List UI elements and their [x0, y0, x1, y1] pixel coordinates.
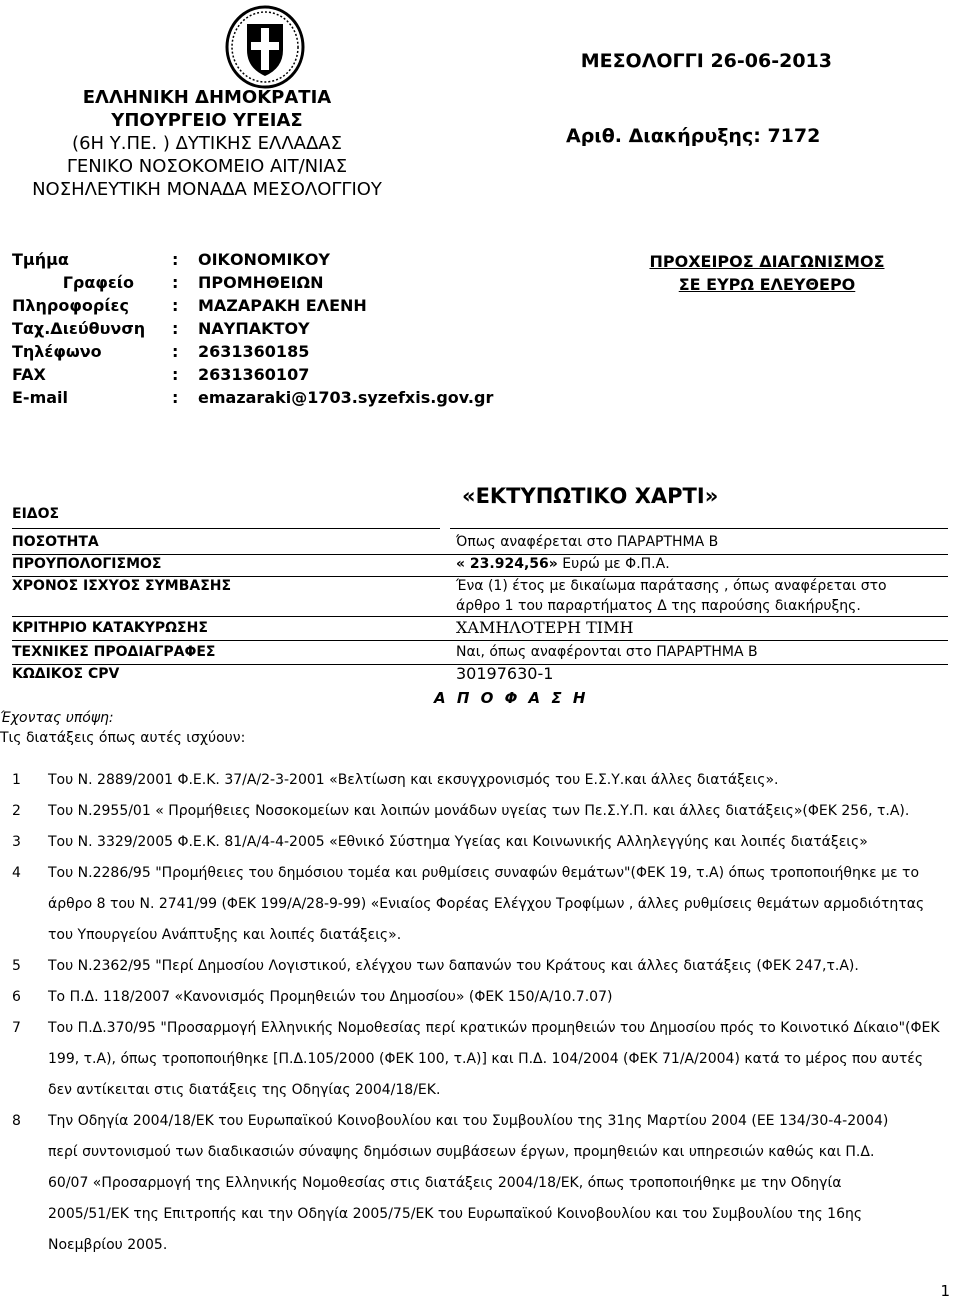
item-line: Νοεμβρίου 2005.	[48, 1237, 168, 1253]
item-line: άρθρο 8 του Ν. 2741/99 (ΦΕΚ 199/Α/28-9-99) «Ενιαίος Φορέας Ελέγχου Τροφίμων , άλλες ρυθμίσεις θεμάτων αρμοδιότητας	[48, 896, 925, 912]
dept-label: E-mail	[12, 388, 69, 407]
issuer-line: ΥΠΟΥΡΓΕΙΟ ΥΓΕΙΑΣ	[111, 110, 303, 131]
budget-value	[456, 556, 670, 572]
item-number: 7	[12, 1020, 21, 1036]
divider	[12, 616, 948, 617]
dept-label: Γραφείο	[62, 273, 134, 292]
issuer-line: ΝΟΣΗΛΕΥΤΙΚΗ ΜΟΝΑΔΑ ΜΕΣΟΛΟΓΓΙΟΥ	[32, 179, 382, 200]
divider	[12, 576, 948, 577]
budget-suffix: Ευρώ με Φ.Π.Α.	[557, 556, 670, 572]
dept-value: ΝΑΥΠΑΚΤΟΥ	[198, 319, 310, 338]
duration-line: Ένα (1) έτος με δικαίωμα παράτασης , όπως αναφέρεται στο	[456, 578, 887, 594]
dept-value: 2631360107	[198, 365, 310, 384]
techspec-label: ΤΕΧΝΙΚΕΣ ΠΡΟΔΙΑΓΡΑΦΕΣ	[12, 644, 216, 660]
item-line: Του Ν.2286/95 "Προμήθειες του δημόσιου τομέα και ρυθμίσεις συναφών θεμάτων"(ΦΕΚ 19, τ.Α) όπως τροποποιήθηκε με το	[48, 865, 920, 881]
dept-label: Τμήμα	[12, 250, 69, 269]
dept-value: ΜΑΖΑΡΑΚΗ ΕΛΕΝΗ	[198, 296, 367, 315]
email-link[interactable]: emazaraki@1703.syzefxis.gov.gr	[198, 388, 494, 407]
item-number: 8	[12, 1113, 21, 1129]
item-line: 2005/51/ΕΚ της Επιτροπής και την Οδηγία 2005/75/ΕΚ του Ευρωπαϊκού Κοινοβουλίου και του Συμβουλίου της 16ης	[48, 1206, 863, 1222]
decision-title: Α Π Ο Φ Α Σ Η	[434, 689, 589, 707]
item-line: Του Ν. 2889/2001 Φ.Ε.Κ. 37/Α/2-3-2001 «Βελτίωση και εκσυγχρονισμός του Ε.Σ.Υ.και άλλες διατάξεις».	[48, 772, 779, 788]
item-number: 6	[12, 989, 21, 1005]
issuer-line: ΓΕΝΙΚΟ ΝΟΣΟΚΟΜΕΙΟ ΑΙΤ/ΝΙΑΣ	[66, 156, 348, 177]
duration-line: άρθρο 1 του παραρτήματος Δ της παρούσης διακήρυξης.	[456, 598, 861, 614]
dept-colon: :	[172, 273, 179, 292]
dept-value: 2631360185	[198, 342, 310, 361]
budget-amount: « 23.924,56»	[456, 556, 558, 572]
dept-colon: :	[172, 296, 179, 315]
budget-label: ΠΡΟΥΠΟΛΟΓΙΣΜΟΣ	[12, 556, 162, 572]
item-number: 2	[12, 803, 21, 819]
dept-colon: :	[172, 250, 179, 269]
divider	[12, 554, 948, 555]
item-line: Του Ν.2362/95 "Περί Δημοσίου Λογιστικού, ελέγχου των δαπανών του Κράτους και άλλες διατάξεις (ΦΕΚ 247,τ.Α).	[48, 958, 859, 974]
item-number: 5	[12, 958, 21, 974]
techspec-value: Ναι, όπως αναφέρονται στο ΠΑΡΑΡΤΗΜΑ Β	[456, 644, 758, 660]
item-line: Το Π.Δ. 118/2007 «Κανονισμός Προμηθειών του Δημοσίου» (ΦΕΚ 150/Α/10.7.07)	[48, 989, 613, 1005]
item-number: 4	[12, 865, 21, 881]
dept-colon: :	[172, 342, 179, 361]
issuer-block	[12, 86, 402, 201]
item-line: του Υπουργείου Ανάπτυξης και λοιπές διατάξεις».	[48, 927, 402, 943]
item-line: Την Οδηγία 2004/18/ΕΚ του Ευρωπαϊκού Κοινοβουλίου και του Συμβουλίου της 31ης Μαρτίου 2004 (ΕΕ 134/30-4-2004)	[48, 1113, 889, 1129]
item-line: Του Π.Δ.370/95 "Προσαρμογή Ελληνικής Νομοθεσίας περί κρατικών προμηθειών του Δημοσίου πρός το Κοινοτικό Δίκαιο"(ΦΕΚ	[48, 1020, 940, 1036]
kind-label: ΕΙΔΟΣ	[12, 506, 60, 522]
quantity-value: Όπως αναφέρεται στο ΠΑΡΑΡΤΗΜΑ Β	[456, 534, 719, 550]
item-line: Του Ν.2955/01 « Προμήθειες Νοσοκομείων και λοιπών μονάδων υγείας των Πε.Σ.Υ.Π. και άλλες διατάξεις»(ΦΕΚ 256, τ.Α).	[48, 803, 910, 819]
criterion-label: ΚΡΙΤΗΡΙΟ ΚΑΤΑΚΥΡΩΣΗΣ	[12, 620, 208, 636]
dept-label: FAX	[12, 365, 46, 384]
item-line: περί συντονισμού των διαδικασιών σύναψης δημόσιων συμβάσεων έργων, προμηθειών και υπηρεσιών καθώς και Π.Δ.	[48, 1144, 875, 1160]
procedure-line: ΣΕ ΕΥΡΩ ΕΛΕΥΘΕΡΟ	[678, 275, 856, 294]
criterion-value: ΧΑΜΗΛΟΤΕΡΗ ΤΙΜΗ	[456, 618, 634, 637]
procedure-type	[636, 250, 898, 296]
page-number: 1	[940, 1282, 950, 1300]
city-date: ΜΕΣΟΛΟΓΓΙ 26-06-2013	[580, 50, 832, 72]
item-number: 1	[12, 772, 21, 788]
dept-value: ΟΙΚΟΝΟΜΙΚΟΥ	[198, 250, 331, 269]
divider	[450, 528, 948, 529]
declaration-number: Αριθ. Διακήρυξης: 7172	[566, 125, 821, 147]
dept-value: ΠΡΟΜΗΘΕΙΩΝ	[198, 273, 324, 292]
dept-colon: :	[172, 365, 179, 384]
divider	[12, 528, 440, 529]
provisions-label: Τις διατάξεις όπως αυτές ισχύουν:	[0, 730, 246, 746]
dept-colon: :	[172, 388, 179, 407]
item-title: «ΕΚΤΥΠΩΤΙΚΟ ΧΑΡΤΙ»	[462, 484, 719, 508]
greek-state-emblem-icon	[224, 4, 306, 90]
quantity-label: ΠΟΣΟΤΗΤΑ	[12, 534, 99, 550]
considering-label: Έχοντας υπόψη:	[0, 710, 114, 726]
item-line: Του Ν. 3329/2005 Φ.Ε.Κ. 81/Α/4-4-2005 «Εθνικό Σύστημα Υγείας και Κοινωνικής Αλληλεγγύης και λοιπές διατάξεις»	[48, 834, 868, 850]
duration-label: ΧΡΟΝΟΣ ΙΣΧΥΟΣ ΣΥΜΒΑΣΗΣ	[12, 578, 232, 594]
issuer-line: (6Η Υ.ΠΕ. ) ΔΥΤΙΚΗΣ ΕΛΛΑΔΑΣ	[72, 133, 342, 154]
dept-label: Ταχ.Διεύθυνση	[12, 319, 146, 338]
item-number: 3	[12, 834, 21, 850]
issuer-line: ΕΛΛΗΝΙΚΗ ΔΗΜΟΚΡΑΤΙΑ	[82, 87, 332, 108]
dept-label: Τηλέφωνο	[12, 342, 102, 361]
item-line: δεν αντίκειται στις διατάξεις της Οδηγίας 2004/18/ΕΚ.	[48, 1082, 441, 1098]
cpv-label: ΚΩΔΙΚΟΣ CPV	[12, 666, 120, 682]
dept-colon: :	[172, 319, 179, 338]
divider	[12, 640, 948, 641]
procedure-line: ΠΡΟΧΕΙΡΟΣ ΔΙΑΓΩΝΙΣΜΟΣ	[649, 252, 885, 271]
item-line: 60/07 «Προσαρμογή της Ελληνικής Νομοθεσίας στις διατάξεις 2004/18/ΕΚ, όπως τροποποιήθηκε με την Οδηγία	[48, 1175, 842, 1191]
cpv-value: 30197630-1	[456, 664, 554, 683]
dept-label: Πληροφορίες	[12, 296, 129, 315]
item-line: 199, τ.Α), όπως τροποποιήθηκε [Π.Δ.105/2000 (ΦΕΚ 100, τ.Α)] και Π.Δ. 104/2004 (ΦΕΚ 71/Α/2004) κατά το μέρος που αυτές	[48, 1051, 924, 1067]
